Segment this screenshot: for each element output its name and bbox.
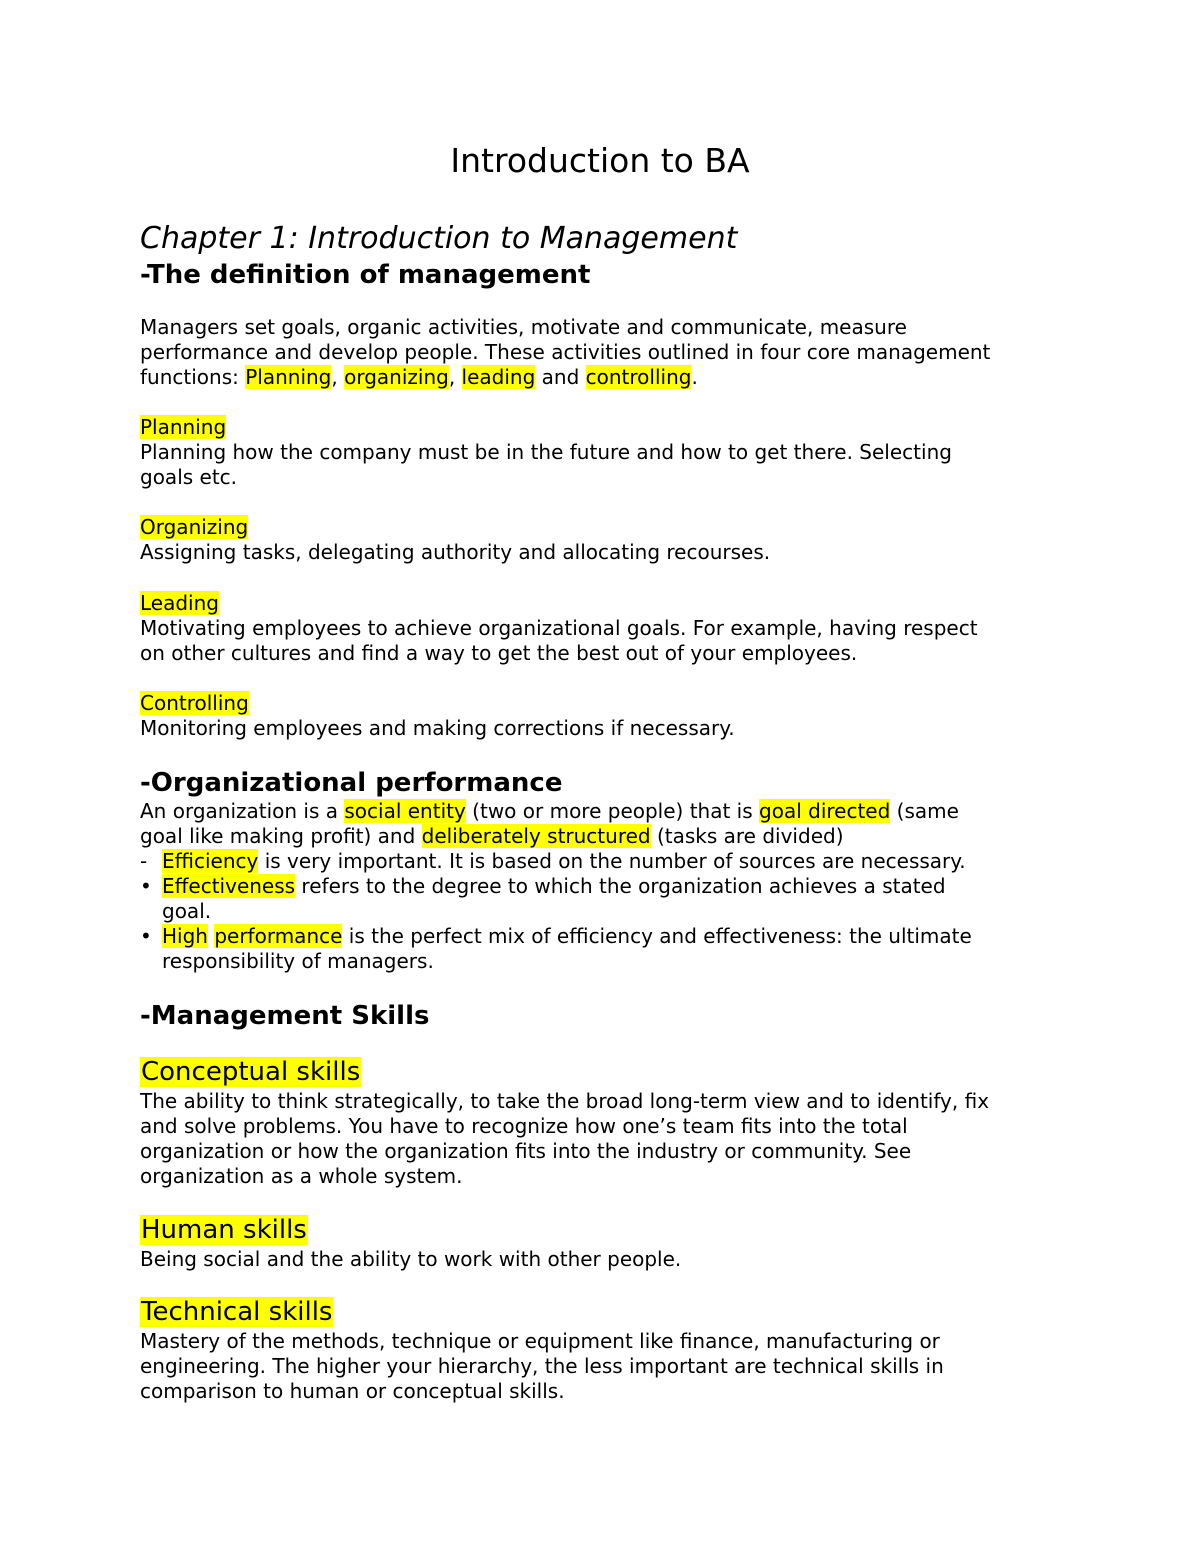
text-line: Motivating employees to achieve organizational goals. For example, having respect (140, 616, 978, 640)
text-line: Managers set goals, organic activities, motivate and communicate, measure (140, 315, 907, 339)
text-line: organization as a whole system. (140, 1164, 463, 1188)
bullet-effectiveness (140, 874, 1070, 924)
technical-paragraph (140, 1329, 1070, 1404)
section-heading-definition: -The definition of management (140, 260, 591, 290)
skill-heading-conceptual-wrap (140, 1057, 1070, 1087)
text-line (140, 824, 1070, 849)
bullet-marker: • (140, 874, 152, 898)
highlight-controlling: controlling (585, 365, 692, 389)
skill-heading-technical-wrap (140, 1297, 1070, 1327)
conceptual-paragraph (140, 1089, 1070, 1189)
skill-heading-human-wrap (140, 1215, 1070, 1245)
text-line (140, 799, 1070, 824)
skill-heading-technical: Technical skills (141, 1297, 333, 1327)
function-controlling (140, 691, 1070, 741)
text-line: on other cultures and find a way to get the best out of your employees. (140, 641, 858, 665)
skill-heading-human: Human skills (141, 1215, 307, 1245)
text-line: goals etc. (140, 465, 238, 489)
performance-bullet-list (140, 849, 1070, 974)
section-heading-performance: -Organizational performance (140, 768, 563, 798)
highlight-planning: Planning (245, 365, 332, 389)
text-run: is the perfect mix of efficiency and effectiveness: the ultimate (342, 924, 972, 948)
document-title: Introduction to BA (450, 141, 750, 180)
text-line: performance and develop people. These activities outlined in four core management (140, 340, 991, 364)
text-run: and (535, 365, 586, 389)
text-line: responsibility of managers. (162, 949, 434, 973)
text-run: (two or more people) that is (465, 799, 760, 823)
function-planning (140, 415, 1070, 490)
text-line: and solve problems. You have to recognize how one’s team fits into the total (140, 1114, 908, 1138)
text-run: goal like making profit) and (140, 824, 422, 848)
text-run: (same (890, 799, 959, 823)
bullet-efficiency (140, 849, 1070, 874)
text-run: , (448, 365, 462, 389)
text-run: (tasks are divided) (650, 824, 844, 848)
text-line: organization or how the organization fits into the industry or community. See (140, 1139, 912, 1163)
function-leading (140, 591, 1070, 666)
text-line: Being social and the ability to work with other people. (140, 1247, 682, 1271)
text-line: Assigning tasks, delegating authority and allocating recourses. (140, 540, 771, 564)
text-line: The ability to think strategically, to take the broad long-term view and to identify, fix (140, 1089, 990, 1113)
highlight-goal-directed: goal directed (759, 799, 891, 823)
bullet-marker: • (140, 924, 152, 948)
highlight-deliberately-structured: deliberately structured (421, 824, 651, 848)
function-label-planning: Planning (140, 415, 227, 439)
bullet-high-performance (140, 924, 1070, 974)
text-run: is very important. It is based on the number of sources are necessary. (258, 849, 966, 873)
text-run: refers to the degree to which the organization achieves a stated (295, 874, 946, 898)
text-line: goal. (162, 899, 212, 923)
function-label-organizing: Organizing (140, 515, 249, 539)
text-line: Planning how the company must be in the future and how to get there. Selecting (140, 440, 952, 464)
definition-paragraph (140, 315, 1070, 390)
text-line: comparison to human or conceptual skills. (140, 1379, 565, 1403)
text-run: . (691, 365, 698, 389)
highlight-performance: performance (214, 924, 343, 948)
function-organizing (140, 515, 1070, 565)
skill-heading-conceptual: Conceptual skills (141, 1057, 361, 1087)
highlight-social-entity: social entity (344, 799, 466, 823)
highlight-effectiveness: Effectiveness (162, 874, 296, 898)
function-label-leading: Leading (140, 591, 219, 615)
highlight-leading: leading (461, 365, 536, 389)
section-heading-skills: -Management Skills (140, 1001, 430, 1031)
text-run: , (331, 365, 345, 389)
text-line: Mastery of the methods, technique or equipment like finance, manufacturing or (140, 1329, 940, 1353)
function-label-controlling: Controlling (140, 691, 249, 715)
text-run: functions: (140, 365, 246, 389)
dash-marker: - (140, 849, 148, 873)
highlight-high: High (162, 924, 208, 948)
text-line: engineering. The higher your hierarchy, the less important are technical skills in (140, 1354, 944, 1378)
highlight-efficiency: Efficiency (162, 849, 259, 873)
text-line (140, 365, 1070, 390)
highlight-organizing: organizing (344, 365, 449, 389)
human-paragraph (140, 1247, 1070, 1272)
text-run: An organization is a (140, 799, 345, 823)
text-line: Monitoring employees and making corrections if necessary. (140, 716, 735, 740)
chapter-heading: Chapter 1: Introduction to Management (140, 221, 738, 256)
performance-paragraph (140, 799, 1070, 849)
